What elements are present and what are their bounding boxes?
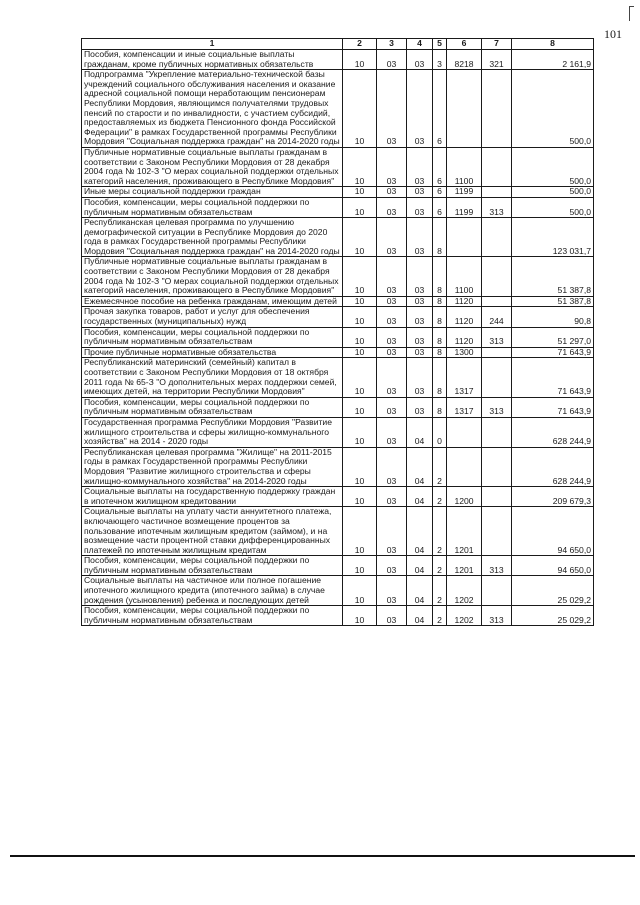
row-c2: 10 bbox=[343, 187, 377, 198]
row-c6: 1200 bbox=[447, 487, 482, 507]
row-c2: 10 bbox=[343, 417, 377, 447]
row-c4: 04 bbox=[407, 606, 433, 626]
row-c6: 1300 bbox=[447, 347, 482, 358]
row-c2: 10 bbox=[343, 307, 377, 327]
row-c3: 03 bbox=[377, 507, 407, 556]
row-c5: 2 bbox=[433, 576, 447, 606]
table-body bbox=[82, 50, 594, 626]
header-col-2: 2 bbox=[343, 39, 377, 50]
table-row bbox=[82, 447, 594, 486]
row-c4: 03 bbox=[407, 307, 433, 327]
table-row bbox=[82, 218, 594, 257]
row-c6 bbox=[447, 218, 482, 257]
row-c8: 123 031,7 bbox=[512, 218, 594, 257]
row-c8: 2 161,9 bbox=[512, 50, 594, 70]
row-c7: 313 bbox=[482, 606, 512, 626]
row-c7 bbox=[482, 296, 512, 307]
row-c4: 04 bbox=[407, 556, 433, 576]
row-c2: 10 bbox=[343, 218, 377, 257]
row-name: Пособия, компенсации, меры социальной поддержки по публичным нормативным обязательствам bbox=[82, 397, 343, 417]
table-row bbox=[82, 576, 594, 606]
row-c5: 2 bbox=[433, 507, 447, 556]
row-c5: 2 bbox=[433, 447, 447, 486]
row-c7 bbox=[482, 576, 512, 606]
row-c6: 1199 bbox=[447, 187, 482, 198]
table-row bbox=[82, 50, 594, 70]
row-c4: 03 bbox=[407, 347, 433, 358]
row-c2: 10 bbox=[343, 197, 377, 217]
table-row bbox=[82, 507, 594, 556]
row-name: Прочая закупка товаров, работ и услуг для обеспечения государственных (муниципальных) нужд bbox=[82, 307, 343, 327]
row-name: Прочие публичные нормативные обязательства bbox=[82, 347, 343, 358]
header-col-8: 8 bbox=[512, 39, 594, 50]
row-c4: 03 bbox=[407, 257, 433, 296]
row-c7 bbox=[482, 347, 512, 358]
row-c8: 500,0 bbox=[512, 187, 594, 198]
row-c2: 10 bbox=[343, 487, 377, 507]
row-name: Государственная программа Республики Мордовия "Развитие жилищного строительства и сферы жилищно-коммунального хозяйства" на 2014 - 2020 годы bbox=[82, 417, 343, 447]
row-c2: 10 bbox=[343, 296, 377, 307]
row-c3: 03 bbox=[377, 296, 407, 307]
row-c7 bbox=[482, 218, 512, 257]
header-row bbox=[82, 39, 594, 50]
row-c5: 0 bbox=[433, 417, 447, 447]
row-c2: 10 bbox=[343, 397, 377, 417]
row-c8: 51 387,8 bbox=[512, 296, 594, 307]
row-c2: 10 bbox=[343, 358, 377, 397]
table-row bbox=[82, 296, 594, 307]
row-name: Республиканская целевая программа "Жилище" на 2011-2015 годы в рамках Государственной программы Республики Мордовия "Развитие жилищного строительства и сферы жилищно-коммунального хозяйства" на 2014-2020 годы bbox=[82, 447, 343, 486]
row-c4: 04 bbox=[407, 417, 433, 447]
row-c8: 71 643,9 bbox=[512, 358, 594, 397]
row-c4: 04 bbox=[407, 507, 433, 556]
header-col-3: 3 bbox=[377, 39, 407, 50]
row-c6: 8218 bbox=[447, 50, 482, 70]
row-c3: 03 bbox=[377, 556, 407, 576]
row-c8: 25 029,2 bbox=[512, 576, 594, 606]
row-c3: 03 bbox=[377, 347, 407, 358]
row-c8: 94 650,0 bbox=[512, 507, 594, 556]
row-c5: 2 bbox=[433, 606, 447, 626]
row-c8: 51 387,8 bbox=[512, 257, 594, 296]
row-c8: 90,8 bbox=[512, 307, 594, 327]
row-c3: 03 bbox=[377, 327, 407, 347]
row-c3: 03 bbox=[377, 197, 407, 217]
row-c7 bbox=[482, 187, 512, 198]
header-col-4: 4 bbox=[407, 39, 433, 50]
row-c7: 313 bbox=[482, 397, 512, 417]
row-c5: 6 bbox=[433, 147, 447, 186]
row-c7 bbox=[482, 507, 512, 556]
row-c4: 03 bbox=[407, 50, 433, 70]
row-c8: 71 643,9 bbox=[512, 397, 594, 417]
table-row bbox=[82, 556, 594, 576]
row-c4: 03 bbox=[407, 187, 433, 198]
row-c6: 1120 bbox=[447, 296, 482, 307]
row-c4: 04 bbox=[407, 487, 433, 507]
row-name: Пособия, компенсации, меры социальной поддержки по публичным нормативным обязательствам bbox=[82, 197, 343, 217]
row-c8: 25 029,2 bbox=[512, 606, 594, 626]
row-c5: 8 bbox=[433, 257, 447, 296]
row-c6: 1317 bbox=[447, 397, 482, 417]
row-c7 bbox=[482, 447, 512, 486]
row-c8: 209 679,3 bbox=[512, 487, 594, 507]
row-name: Публичные нормативные социальные выплаты гражданам в соответствии с Законом Республики Мордовия от 28 декабря 2004 года № 102-З "О мерах социальной поддержки отдельных категорий населения, проживающего в Республике Мордовия" bbox=[82, 257, 343, 296]
row-c4: 03 bbox=[407, 70, 433, 148]
row-c4: 03 bbox=[407, 296, 433, 307]
row-c7 bbox=[482, 147, 512, 186]
row-c7 bbox=[482, 257, 512, 296]
row-c8: 71 643,9 bbox=[512, 347, 594, 358]
row-name: Ежемесячное пособие на ребенка гражданам, имеющим детей bbox=[82, 296, 343, 307]
row-c6 bbox=[447, 417, 482, 447]
row-name: Пособия, компенсации и иные социальные выплаты гражданам, кроме публичных нормативных обязательств bbox=[82, 50, 343, 70]
corner-mark bbox=[629, 6, 634, 21]
row-c5: 6 bbox=[433, 187, 447, 198]
row-c6: 1201 bbox=[447, 556, 482, 576]
table-row bbox=[82, 257, 594, 296]
row-c7 bbox=[482, 487, 512, 507]
row-c8: 94 650,0 bbox=[512, 556, 594, 576]
row-c8: 500,0 bbox=[512, 70, 594, 148]
row-name: Республиканский материнский (семейный) капитал в соответствии с Законом Республики Мордовия от 18 октября 2011 года № 65-З "О дополнительных мерах поддержки семей, имеющих детей, на территории Республики Мордовия" bbox=[82, 358, 343, 397]
row-c8: 500,0 bbox=[512, 147, 594, 186]
table-row bbox=[82, 487, 594, 507]
row-c5: 8 bbox=[433, 218, 447, 257]
row-c2: 10 bbox=[343, 257, 377, 296]
row-c2: 10 bbox=[343, 70, 377, 148]
row-c6: 1120 bbox=[447, 307, 482, 327]
row-c7: 313 bbox=[482, 556, 512, 576]
row-c2: 10 bbox=[343, 556, 377, 576]
row-c5: 8 bbox=[433, 296, 447, 307]
row-name: Пособия, компенсации, меры социальной поддержки по публичным нормативным обязательствам bbox=[82, 606, 343, 626]
table-row bbox=[82, 397, 594, 417]
row-c7 bbox=[482, 358, 512, 397]
row-c4: 03 bbox=[407, 147, 433, 186]
row-c6 bbox=[447, 70, 482, 148]
row-c4: 03 bbox=[407, 218, 433, 257]
row-c2: 10 bbox=[343, 347, 377, 358]
header-col-1: 1 bbox=[82, 39, 343, 50]
row-c2: 10 bbox=[343, 50, 377, 70]
row-c5: 6 bbox=[433, 197, 447, 217]
row-c6 bbox=[447, 447, 482, 486]
row-c6: 1201 bbox=[447, 507, 482, 556]
row-c3: 03 bbox=[377, 447, 407, 486]
row-c7: 313 bbox=[482, 197, 512, 217]
row-name: Социальные выплаты на уплату части аннуитетного платежа, включающего частичное возмещение процентов за пользование ипотечным жилищным кредитом (займом), и на возмещение части процентной ставки дифференцированных платежей по ипотечным жилищным кредитам bbox=[82, 507, 343, 556]
row-c4: 03 bbox=[407, 327, 433, 347]
row-c2: 10 bbox=[343, 576, 377, 606]
row-name: Пособия, компенсации, меры социальной поддержки по публичным нормативным обязательствам bbox=[82, 556, 343, 576]
table-row bbox=[82, 187, 594, 198]
row-c7 bbox=[482, 417, 512, 447]
row-c3: 03 bbox=[377, 307, 407, 327]
row-c5: 6 bbox=[433, 70, 447, 148]
table-row bbox=[82, 606, 594, 626]
row-name: Иные меры социальной поддержки граждан bbox=[82, 187, 343, 198]
row-c2: 10 bbox=[343, 507, 377, 556]
budget-table bbox=[81, 38, 594, 626]
row-c4: 03 bbox=[407, 397, 433, 417]
row-c3: 03 bbox=[377, 70, 407, 148]
row-c6: 1202 bbox=[447, 606, 482, 626]
row-c8: 51 297,0 bbox=[512, 327, 594, 347]
row-c3: 03 bbox=[377, 576, 407, 606]
table-row bbox=[82, 358, 594, 397]
row-name: Подпрограмма "Укрепление материально-технической базы учреждений социального обслуживания населения и оказание адресной социальной помощи неработающим пенсионерам Республики Мордовия, являющимся получателями трудовых пенсий по старости и по инвалидности, с участием субсидий, предоставляемых из бюджета Пенсионного фонда Российской Федерации" в рамках Государственной программы Республики Мордовия "Социальная поддержка граждан" на 2014-2020 годы bbox=[82, 70, 343, 148]
table-row bbox=[82, 347, 594, 358]
row-c4: 04 bbox=[407, 447, 433, 486]
table-row bbox=[82, 327, 594, 347]
row-c3: 03 bbox=[377, 487, 407, 507]
table-row bbox=[82, 197, 594, 217]
row-c3: 03 bbox=[377, 218, 407, 257]
row-c8: 628 244,9 bbox=[512, 417, 594, 447]
row-c3: 03 bbox=[377, 187, 407, 198]
row-c4: 03 bbox=[407, 197, 433, 217]
table-row bbox=[82, 147, 594, 186]
table-row bbox=[82, 70, 594, 148]
row-c6: 1317 bbox=[447, 358, 482, 397]
page-number: 101 bbox=[604, 27, 622, 41]
row-c4: 03 bbox=[407, 358, 433, 397]
row-c6: 1100 bbox=[447, 147, 482, 186]
row-c7: 313 bbox=[482, 327, 512, 347]
row-c5: 8 bbox=[433, 347, 447, 358]
row-c6: 1120 bbox=[447, 327, 482, 347]
row-c6: 1100 bbox=[447, 257, 482, 296]
row-c2: 10 bbox=[343, 327, 377, 347]
row-c5: 3 bbox=[433, 50, 447, 70]
row-c5: 8 bbox=[433, 307, 447, 327]
row-c5: 8 bbox=[433, 327, 447, 347]
row-name: Пособия, компенсации, меры социальной поддержки по публичным нормативным обязательствам bbox=[82, 327, 343, 347]
table-row bbox=[82, 307, 594, 327]
row-c7 bbox=[482, 70, 512, 148]
row-c4: 04 bbox=[407, 576, 433, 606]
bottom-rule bbox=[10, 855, 635, 857]
row-c3: 03 bbox=[377, 417, 407, 447]
row-c8: 500,0 bbox=[512, 197, 594, 217]
row-c3: 03 bbox=[377, 257, 407, 296]
row-c6: 1202 bbox=[447, 576, 482, 606]
row-c2: 10 bbox=[343, 606, 377, 626]
row-c5: 8 bbox=[433, 358, 447, 397]
header-col-7: 7 bbox=[482, 39, 512, 50]
row-name: Социальные выплаты на частичное или полное погашение ипотечного жилищного кредита (ипотечного займа) в случае рождения (усыновления) ребенка и последующих детей bbox=[82, 576, 343, 606]
row-c5: 2 bbox=[433, 487, 447, 507]
row-c6: 1199 bbox=[447, 197, 482, 217]
row-c7: 244 bbox=[482, 307, 512, 327]
row-c3: 03 bbox=[377, 147, 407, 186]
table-row bbox=[82, 417, 594, 447]
row-c8: 628 244,9 bbox=[512, 447, 594, 486]
row-name: Социальные выплаты на государственную поддержку граждан в ипотечном жилищном кредитовании bbox=[82, 487, 343, 507]
header-col-5: 5 bbox=[433, 39, 447, 50]
row-c5: 2 bbox=[433, 556, 447, 576]
row-c7: 321 bbox=[482, 50, 512, 70]
row-c3: 03 bbox=[377, 397, 407, 417]
row-c5: 8 bbox=[433, 397, 447, 417]
row-c2: 10 bbox=[343, 147, 377, 186]
header-col-6: 6 bbox=[447, 39, 482, 50]
row-name: Публичные нормативные социальные выплаты гражданам в соответствии с Законом Республики Мордовия от 28 декабря 2004 года № 102-З "О мерах социальной поддержки отдельных категорий населения, проживающего в Республике Мордовия" bbox=[82, 147, 343, 186]
row-c3: 03 bbox=[377, 50, 407, 70]
row-c3: 03 bbox=[377, 358, 407, 397]
row-c2: 10 bbox=[343, 447, 377, 486]
row-name: Республиканская целевая программа по улучшению демографической ситуации в Республике Мордовия до 2020 года в рамках Государственной программы Республики Мордовия "Социальная поддержка граждан" на 2014-2020 годы bbox=[82, 218, 343, 257]
row-c3: 03 bbox=[377, 606, 407, 626]
